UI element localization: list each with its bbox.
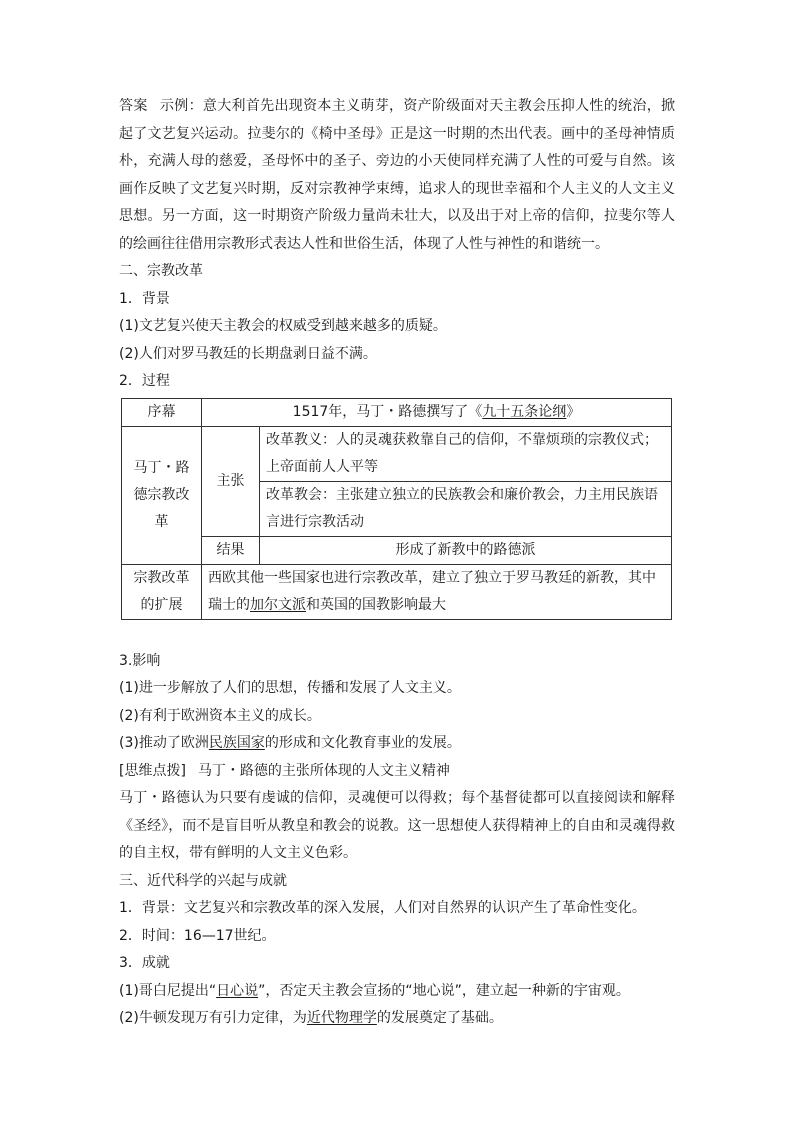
background-heading: 1．背景 — [119, 290, 170, 307]
impact-3-text: (3)推动了欧洲 — [119, 735, 209, 751]
science-time: 2．时间：16—17世纪。 — [119, 927, 276, 944]
thinking-label: [思维点拨] — [119, 762, 186, 779]
answer-label: 答案 — [119, 98, 148, 114]
table-row — [122, 426, 672, 481]
achievement-1-text-end: ”，否定天主教会宣扬的“地心说”，建立起一种新的宇宙观。 — [258, 982, 630, 999]
science-background: 1．背景：文艺复兴和宗教改革的深入发展，人们对自然界的认识产生了革命性变化。 — [119, 900, 646, 916]
prelude-label-cell: 序幕 — [122, 398, 202, 426]
answer-paragraph — [119, 93, 675, 258]
achievement-2-underlined: 近代物理学 — [306, 1010, 377, 1026]
spread-text: 西欧其他一些国家也进行宗教改革，建立了独立于罗马教廷的新教，其中瑞士的 — [208, 569, 656, 613]
achievement-item-2 — [119, 1005, 675, 1033]
process-heading: 2．过程 — [119, 373, 170, 389]
table-row — [122, 564, 672, 619]
impact-item-2: (2)有利于欧洲资本主义的成长。 — [119, 707, 321, 724]
thinking-heading — [119, 758, 675, 786]
table-row — [122, 398, 672, 426]
spread-underlined: 加尔文派 — [250, 596, 306, 613]
impact-3-underlined: 民族国家 — [208, 735, 265, 751]
claim-1-cell: 改革教义：人的灵魂获救靠自己的信仰，不靠烦琐的宗教仪式；上帝面前人人平等 — [260, 426, 672, 481]
table-row — [122, 536, 672, 564]
achievement-item-1 — [119, 978, 675, 1006]
impact-3-text-end: 的形成和文化教育事业的发展。 — [264, 735, 461, 751]
achievement-2-text-end: 的发展奠定了基础。 — [376, 1010, 503, 1026]
prelude-cell — [202, 398, 672, 426]
spread-text-end: 和英国的国教影响最大 — [306, 596, 446, 613]
prelude-text: 1517年，马丁・路德撰写了《 — [292, 403, 483, 420]
section2-title: 二、宗教改革 — [119, 263, 203, 279]
result-cell: 形成了新教中的路德派 — [260, 536, 672, 564]
process-table — [121, 398, 672, 620]
achievement-2-text: (2)牛顿发现万有引力定律，为 — [119, 1010, 307, 1026]
background-item-1: (1)文艺复兴使天主教会的权威受到越来越多的质疑。 — [119, 318, 447, 334]
luther-label-cell: 马丁・路德宗教改革 — [122, 426, 202, 564]
answer-text: 意大利首先出现资本主义萌芽，资产阶级面对天主教会压抑人性的统治，掀起了文艺复兴运动。拉斐尔的《椅中圣母》正是这一时期的杰出代表。画中的圣母神情质朴，充满人母的慈爱，圣母怀中的圣子、旁边的小天使同样充满了人性的可爱与自然。该画作反映了文艺复兴时期，反对宗教神学束缚，追求人的现世幸福和个人主义的人文主义思想。另一方面，这一时期资产阶级力量尚未壮大，以及出于对上帝的信仰，拉斐尔等人的绘画往往借用宗教形式表达人性和世俗生活，体现了人性与神性的和谐统一。 — [119, 98, 676, 252]
thinking-title: 马丁・路德的主张所体现的人文主义精神 — [197, 762, 450, 779]
thinking-paragraph: 马丁・路德认为只要有虔诚的信仰，灵魂便可以得救；每个基督徒都可以直接阅读和解释《圣经》，而不是盲目听从教皇和教会的说教。这一思想使人获得精神上的自由和灵魂得救的自主权，带有鲜明的人文主义色彩。 — [119, 790, 675, 861]
result-label-cell: 结果 — [202, 536, 260, 564]
achievement-heading: 3．成就 — [119, 955, 170, 971]
document-content — [119, 93, 675, 1033]
impact-item-1: (1)进一步解放了人们的思想，传播和发展了人文主义。 — [119, 680, 461, 696]
achievement-1-underlined: 日心说 — [216, 982, 259, 999]
claims-label-cell: 主张 — [202, 426, 260, 536]
prelude-underlined: 九十五条论纲 — [482, 403, 567, 420]
achievement-1-text: (1)哥白尼提出“ — [119, 982, 217, 999]
impact-item-3 — [119, 730, 675, 758]
section3-title: 三、近代科学的兴起与成就 — [119, 872, 287, 889]
prelude-close: 》 — [566, 403, 581, 420]
spread-label-cell: 宗教改革的扩展 — [122, 564, 202, 619]
background-item-2: (2)人们对罗马教廷的长期盘剥日益不满。 — [119, 345, 377, 362]
answer-prefix: 示例： — [159, 98, 203, 114]
impact-heading: 3.影响 — [119, 652, 161, 669]
spread-cell — [202, 564, 672, 619]
claim-2-cell: 改革教会：主张建立独立的民族教会和廉价教会，力主用民族语言进行宗教活动 — [260, 481, 672, 536]
